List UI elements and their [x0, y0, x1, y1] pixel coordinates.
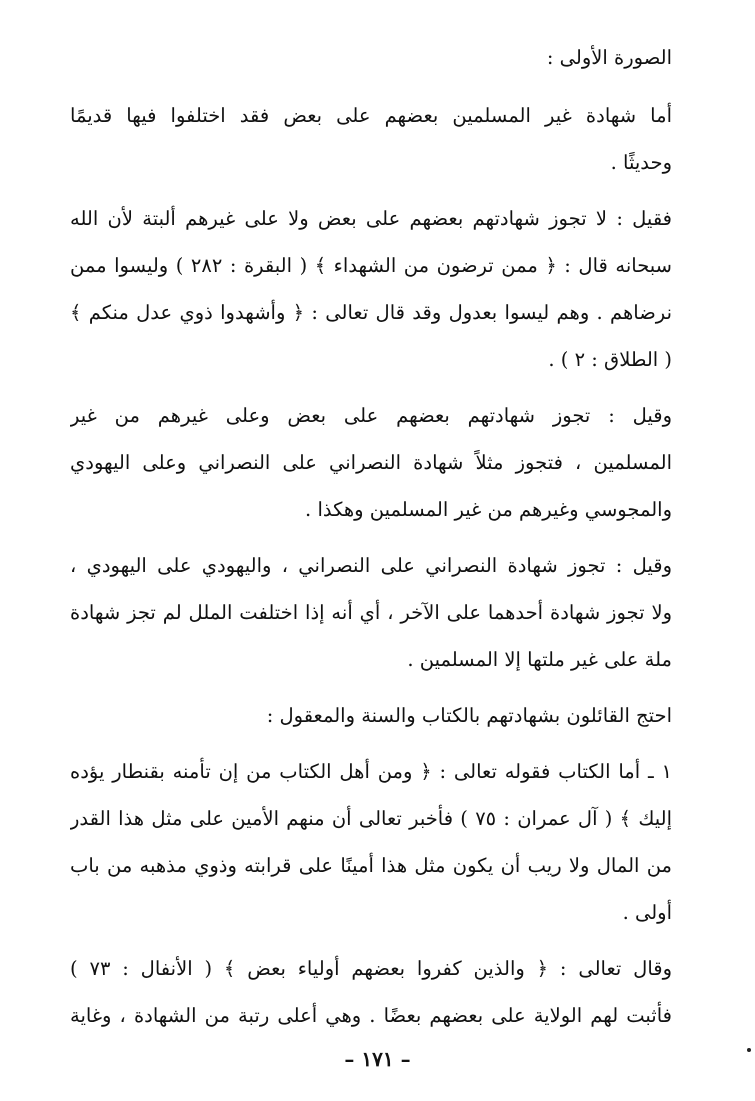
paragraph-line: وقيل : تجوز شهادة النصراني على النصراني ، واليهودي على اليهودي ، [70, 554, 672, 577]
paragraph-line: وحديثًا . [610, 151, 672, 174]
paragraph-line: وقال تعالى : ﴿ والذين كفروا بعضهم أولياء بعض ﴾ ( الأنفال : ٧٣ ) [70, 957, 672, 980]
paragraph-line: والمجوسي وغيرهم من غير المسلمين وهكذا . [305, 498, 672, 521]
paragraph-2 [70, 195, 672, 383]
paragraph-4 [70, 542, 672, 683]
scan-speck [747, 1048, 751, 1052]
paragraph-line: أولى . [622, 901, 672, 924]
paragraph-line: ولا تجوز شهادة أحدهما على الآخر ، أي أنه إذا اختلفت الملل لم تجز شهادة [70, 601, 672, 624]
paragraph-6 [70, 748, 672, 936]
paragraph-line: إليك ﴾ ( آل عمران : ٧٥ ) فأخبر تعالى أن منهم الأمين على مثل هذا القدر [70, 807, 672, 830]
paragraph-line: فأثبت لهم الولاية على بعضهم بعضًا . وهي أعلى رتبة من الشهادة ، وغاية [70, 1004, 672, 1027]
paragraph-line: من المال ولا ريب أن يكون مثل هذا أمينًا على قرابته وذوي مذهبه من باب [70, 854, 672, 877]
paragraph-7 [70, 945, 672, 1039]
paragraph-line: أما شهادة غير المسلمين بعضهم على بعض فقد اختلفوا فيها قديمًا [70, 104, 672, 127]
paragraph-1 [70, 92, 672, 186]
paragraph-line: احتج القائلون بشهادتهم بالكتاب والسنة والمعقول : [266, 704, 672, 727]
paragraph-line: ملة على غير ملتها إلا المسلمين . [407, 648, 672, 671]
paragraph-line: ( الطلاق : ٢ ) . [548, 348, 672, 371]
page-body [70, 38, 672, 1048]
paragraph-line: فقيل : لا تجوز شهادتهم بعضهم على بعض ولا على غيرهم ألبتة لأن الله [70, 207, 672, 230]
paragraph-line: المسلمين ، فتجوز مثلاً شهادة النصراني على النصراني وعلى اليهودي [70, 451, 672, 474]
paragraph-line: وقيل : تجوز شهادتهم بعضهم على بعض وعلى غيرهم من غير [70, 404, 672, 427]
paragraph-line: نرضاهم . وهم ليسوا بعدول وقد قال تعالى : ﴿ وأشهدوا ذوي عدل منكم ﴾ [70, 301, 672, 324]
section-heading: الصورة الأولى : [546, 46, 672, 69]
paragraph-5 [70, 692, 672, 739]
paragraph-3 [70, 392, 672, 533]
paragraph-line: ١ ـ أما الكتاب فقوله تعالى : ﴿ ومن أهل الكتاب من إن تأمنه بقنطار يؤده [70, 760, 672, 783]
page-number: – ١٧١ – [344, 1047, 411, 1071]
paragraph-line: سبحانه قال : ﴿ ممن ترضون من الشهداء ﴾ ( البقرة : ٢٨٢ ) وليسوا ممن [70, 254, 672, 277]
